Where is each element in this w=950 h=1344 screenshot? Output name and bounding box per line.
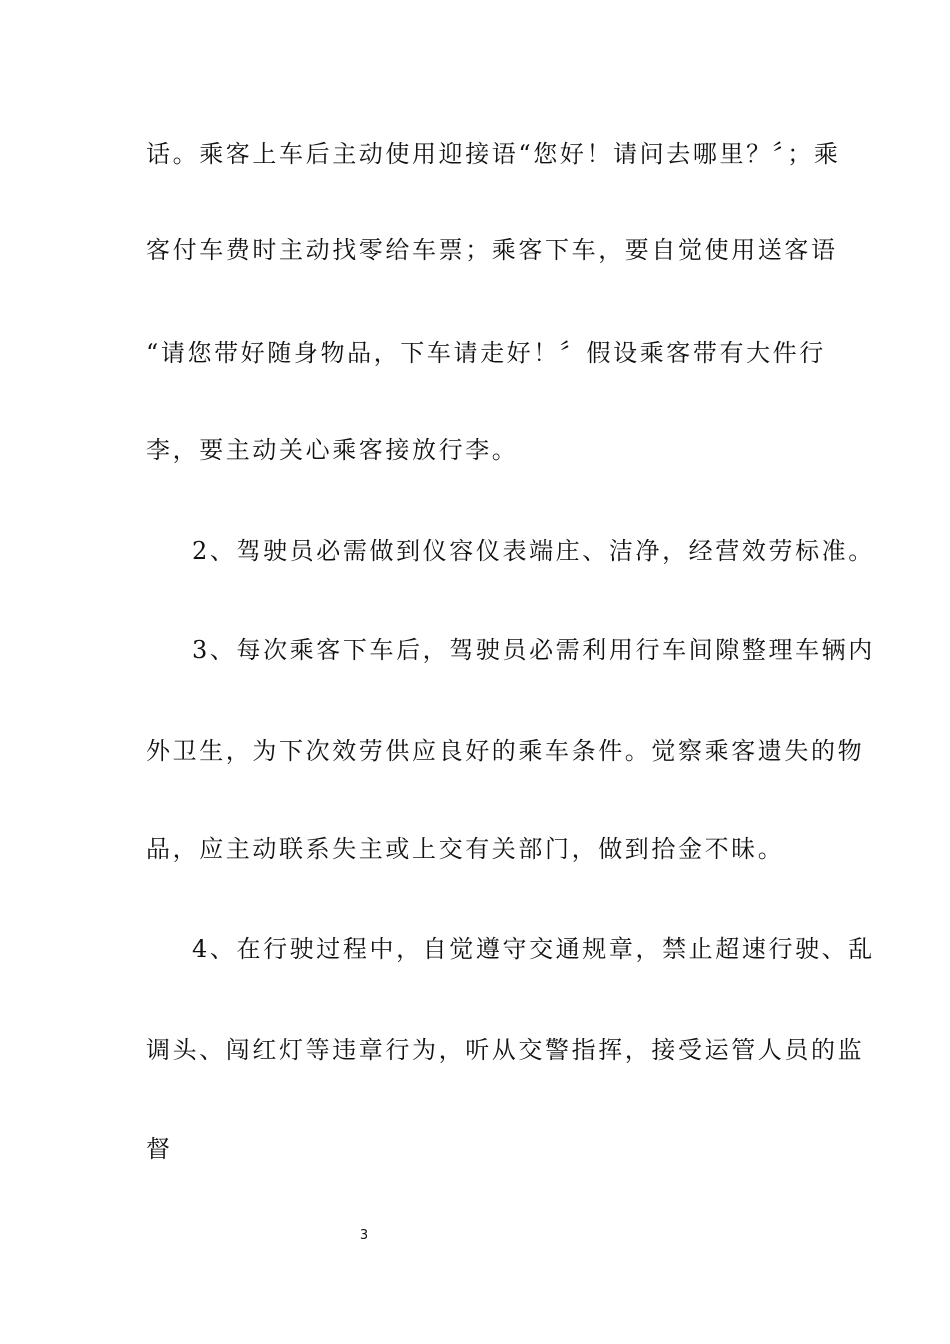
paragraph-3-line-2: 外卫生，为下次效劳供应良好的乘车条件。觉察乘客遗失的物 <box>146 737 865 765</box>
paragraph-4-line-2: 调头、闯红灯等违章行为，听从交警指挥，接受运管人员的监 <box>146 1036 865 1064</box>
text-line-2: 客付车费时主动找零给车票；乘客下车，要自觉使用送客语 <box>146 236 838 264</box>
page-number: 3 <box>359 1228 369 1243</box>
text-line-3: “请您带好随身物品，下车请走好！〞假设乘客带有大件行 <box>146 339 826 367</box>
paragraph-4-line-1: 4、在行驶过程中，自觉遵守交通规章，禁止超速行驶、乱 <box>192 935 875 963</box>
paragraph-3-line-3: 品，应主动联系失主或上交有关部门，做到拾金不昧。 <box>146 835 785 863</box>
text-line-1: 话。乘客上车后主动使用迎接语“您好！请问去哪里？〞；乘 <box>146 140 841 168</box>
text-line-4: 李，要主动关心乘客接放行李。 <box>146 436 519 464</box>
paragraph-3-line-1: 3、每次乘客下车后，驾驶员必需利用行车间隙整理车辆内 <box>192 636 875 664</box>
paragraph-4-line-3: 督 <box>146 1135 173 1163</box>
paragraph-2-line-1: 2、驾驶员必需做到仪容仪表端庄、洁净，经营效劳标准。 <box>192 537 875 565</box>
